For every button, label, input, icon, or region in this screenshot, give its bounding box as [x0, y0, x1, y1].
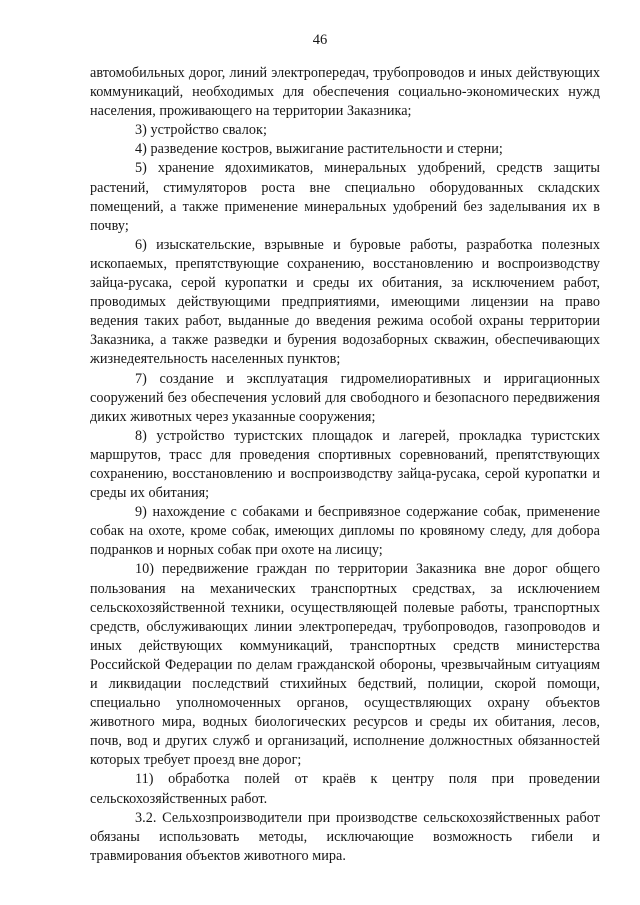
- paragraph-item-7: 7) создание и эксплуатация гидромелиоративных и ирригационных сооружений без обеспечения условий для свободного и безопасного передвижения диких животных через указанные сооружения;: [90, 370, 600, 425]
- paragraph-item-8: 8) устройство туристских площадок и лагерей, прокладка туристских маршрутов, трасс для проведения спортивных соревнований, препятствующих сохранению, восстановлению и воспроизводству зайца-русака, серой куропатки и среды их обитания;: [90, 427, 600, 502]
- paragraph-item-10: 10) передвижение граждан по территории Заказника вне дорог общего пользования на механических транспортных средствах, за исключением сельскохозяйственной техники, осуществляющей полевые работы, транспортных средств, обслуживающих линии электропередач, трубопроводов, газопроводов и иных действующих коммуникаций, транспортных средств министерства Российской Федерации по делам гражданской обороны, чрезвычайным ситуациям и ликвидации последствий стихийных бедствий, полиции, скорой помощи, специально уполномоченных органов, осуществляющих охрану объектов животного мира, водных биологических ресурсов и среды их обитания, лесов, почв, вод и других служб и организаций, исполнение должностных обязанностей которых требует проезд вне дорог;: [90, 561, 600, 769]
- paragraph-item-6: 6) изыскательские, взрывные и буровые работы, разработка полезных ископаемых, препятствующие сохранению, восстановлению и воспроизводству зайца-русака, серой куропатки и среды их обитания, за исключением работ, проводимых действующими предприятиями, имеющими лицензии на право ведения таких работ, выданные до введения режима особой охраны территории Заказника, а также разведки и бурения водозаборных скважин, обеспечивающих жизнедеятельность населенных пунктов;: [90, 236, 600, 368]
- paragraph-section-3-2: 3.2. Сельхозпроизводители при производстве сельскохозяйственных работ обязаны использовать методы, исключающие возможность гибели и травмирования объектов животного мира.: [90, 809, 600, 864]
- paragraph-item-3: 3) устройство свалок;: [135, 122, 267, 139]
- paragraph-item-11: 11) обработка полей от краёв к центру поля при проведении сельскохозяйственных работ.: [90, 771, 600, 807]
- paragraph-item-5: 5) хранение ядохимикатов, минеральных удобрений, средств защиты растений, стимуляторов роста вне специально оборудованных складских помещений, а также применение минеральных удобрений без заделывания их в почву;: [90, 160, 600, 234]
- paragraph-item-9: 9) нахождение с собаками и беспривязное содержание собак, применение собак на охоте, кроме собак, имеющих дипломы по кровяному следу, для добора подранков и норных собак при охоте на лисицу;: [90, 504, 600, 559]
- paragraph-item-4: 4) разведение костров, выжигание растительности и стерни;: [135, 141, 503, 158]
- paragraph-continuation: автомобильных дорог, линий электропередач, трубопроводов и иных действующих коммуникаций, необходимых для обеспечения социально-экономических нужд населения, проживающего на территории Заказника;: [90, 65, 600, 120]
- page-number: 46: [312, 32, 328, 48]
- document-body: [90, 64, 600, 866]
